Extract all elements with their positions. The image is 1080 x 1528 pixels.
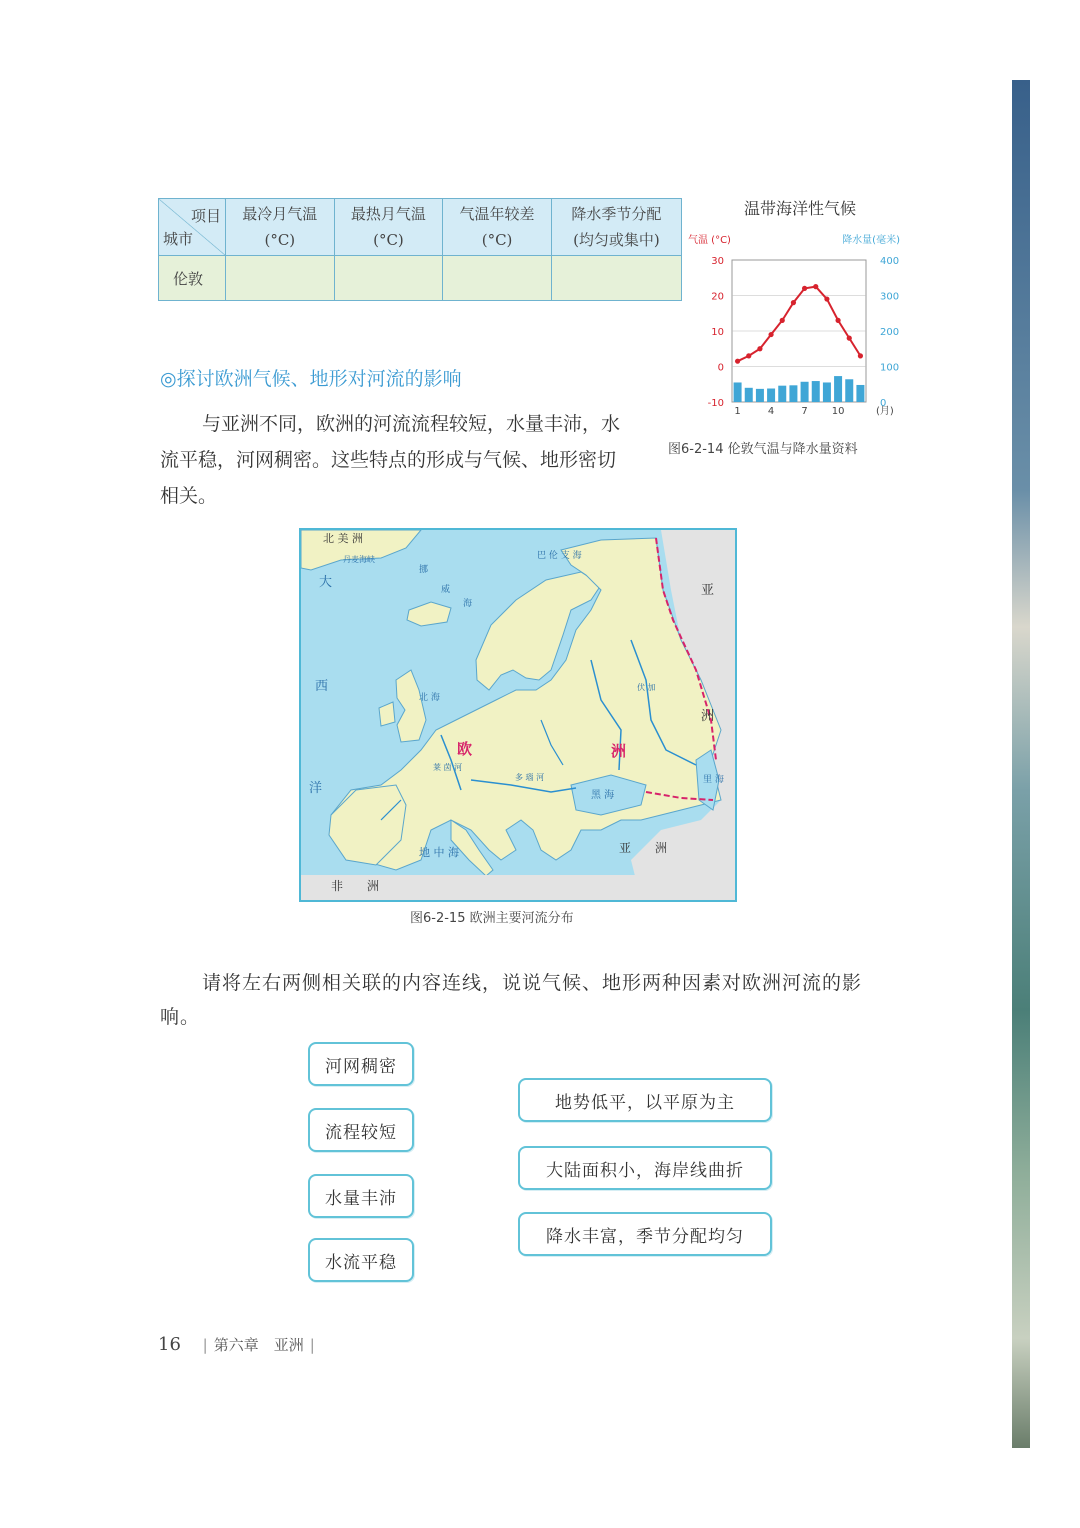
column-header-line1: 最热月气温 <box>350 205 426 223</box>
precip-bar <box>801 382 809 402</box>
month-tick-label: 1 <box>734 406 741 417</box>
column-header <box>443 199 552 256</box>
precip-bar <box>789 385 797 402</box>
precip-tick-label: 200 <box>880 327 900 338</box>
temp-tick-label: -10 <box>707 398 724 409</box>
precip-tick-label: 100 <box>880 362 900 374</box>
map-label-asia-1: 亚 <box>701 583 715 598</box>
climate-chart <box>686 228 906 423</box>
temp-tick-label: 10 <box>711 327 724 338</box>
corner-bottom-label: 城市 <box>163 230 194 248</box>
page-footer: 16 | 第六章 亚洲 | <box>158 1334 315 1355</box>
month-unit-label: (月) <box>876 406 894 417</box>
left-item-abundant-water[interactable]: 水量丰沛 <box>308 1174 414 1218</box>
column-header <box>551 199 681 256</box>
temperature-point <box>735 359 740 364</box>
month-tick-label: 4 <box>767 406 775 417</box>
temperature-point <box>835 318 840 323</box>
row-city-label: 伦敦 <box>159 256 226 301</box>
temp-axis-label: 气温 (°C) <box>688 235 731 246</box>
precip-bar <box>756 389 764 402</box>
precip-bar <box>823 382 831 402</box>
europe-river-map <box>299 528 737 902</box>
precip-axis-label: 降水量(毫米) <box>842 235 900 246</box>
temperature-point <box>824 296 829 301</box>
map-label-danube: 多 瑙 河 <box>515 773 545 782</box>
precip-bar <box>745 388 753 402</box>
month-tick-label: 10 <box>831 406 845 417</box>
column-header-line2: (°C) <box>264 231 296 249</box>
temperature-point <box>780 318 785 323</box>
map-label-norwegian-2: 威 <box>441 585 451 595</box>
precip-bar <box>812 381 820 402</box>
table-row <box>159 256 682 301</box>
table-cell[interactable] <box>443 256 552 301</box>
page-number: 16 <box>158 1334 181 1355</box>
map-label-black-sea: 黑 海 <box>591 790 615 801</box>
right-item-even-rainfall[interactable]: 降水丰富，季节分配均匀 <box>518 1212 772 1256</box>
map-label-asia-2: 洲 <box>701 709 715 724</box>
map-label-volga: 伏 加 <box>637 683 656 692</box>
map-graphic <box>301 530 735 900</box>
column-header-line2: (均匀或集中) <box>573 231 660 249</box>
edge-photo-strip <box>1012 80 1030 1448</box>
map-label-north-america: 北 美 洲 <box>323 532 363 545</box>
map-label-norwegian-1: 挪 <box>419 565 429 575</box>
column-header-line1: 最冷月气温 <box>242 205 318 223</box>
temp-tick-label: 30 <box>711 256 724 267</box>
temperature-point <box>768 332 773 337</box>
section-paragraph: 与亚洲不同，欧洲的河流流程较短，水量丰沛，水流平稳，河网稠密。这些特点的形成与气候、地形密切相关。 <box>160 413 621 507</box>
climate-table <box>158 198 682 301</box>
precip-tick-label: 0 <box>880 398 887 409</box>
map-label-atlantic-3: 洋 <box>309 781 323 796</box>
temperature-point <box>847 336 852 341</box>
chart-caption: 图6-2-14 伦敦气温与降水量资料 <box>668 442 858 457</box>
chapter-label: 第六章 亚洲 <box>213 1336 304 1354</box>
precip-bar <box>767 389 775 402</box>
temperature-point <box>813 284 818 289</box>
chart-title: 温带海洋性气候 <box>743 199 856 218</box>
map-label-mediterranean: 地 中 海 <box>419 846 459 859</box>
map-label-asia-south: 亚 洲 <box>619 841 668 855</box>
table-cell[interactable] <box>551 256 681 301</box>
table-cell[interactable] <box>226 256 335 301</box>
corner-top-label: 项目 <box>190 207 221 225</box>
precip-bar <box>856 385 864 402</box>
map-label-atlantic-2: 西 <box>315 679 329 694</box>
table-header-row <box>159 199 682 256</box>
precip-bar <box>845 379 853 402</box>
right-item-small-continent[interactable]: 大陆面积小，海岸线曲折 <box>518 1146 772 1190</box>
temperature-point <box>791 300 796 305</box>
table-corner-cell <box>159 199 226 256</box>
precip-tick-label: 400 <box>880 256 900 267</box>
temperature-point <box>858 353 863 358</box>
map-label-europe-1: 欧 <box>457 740 473 758</box>
precip-bar <box>778 386 786 402</box>
map-label-north-sea: 北 海 <box>419 693 440 703</box>
temperature-point <box>802 286 807 291</box>
temperature-point <box>757 346 762 351</box>
map-label-europe-2: 洲 <box>611 742 627 760</box>
precip-tick-label: 300 <box>880 291 900 303</box>
table-cell[interactable] <box>334 256 443 301</box>
map-caption: 图6-2-15 欧洲主要河流分布 <box>410 911 574 926</box>
activity-prompt: 请将左右两侧相关联的内容连线，说说气候、地形两种因素对欧洲河流的影响。 <box>160 972 863 1028</box>
map-label-caspian: 里 海 <box>703 775 724 785</box>
precip-bar <box>734 382 742 402</box>
map-label-africa: 非 洲 <box>331 879 380 893</box>
section-heading: ◎探讨欧洲气候、地形对河流的影响 <box>160 368 462 390</box>
column-header-line1: 降水季节分配 <box>571 205 662 223</box>
map-label-norwegian-3: 海 <box>463 599 473 609</box>
temp-tick-label: 0 <box>717 362 724 374</box>
column-header-line2: (°C) <box>481 231 513 249</box>
column-header-line2: (°C) <box>373 231 404 249</box>
column-header <box>334 199 443 256</box>
map-label-atlantic-1: 大 <box>319 575 333 590</box>
left-item-dense-network[interactable]: 河网稠密 <box>308 1042 414 1086</box>
map-label-rhine: 莱 茵 河 <box>433 763 463 772</box>
temp-tick-label: 20 <box>711 291 724 303</box>
temperature-line <box>738 287 861 362</box>
right-item-flat-terrain[interactable]: 地势低平，以平原为主 <box>518 1078 772 1122</box>
column-header-line1: 气温年较差 <box>459 205 535 223</box>
temperature-point <box>746 353 751 358</box>
map-label-barents-sea: 巴 伦 支 海 <box>537 551 582 561</box>
month-tick-label: 7 <box>801 406 808 417</box>
column-header <box>226 199 335 256</box>
map-label-denmark-strait: 丹麦海峡 <box>343 555 375 564</box>
precip-bar <box>834 376 842 402</box>
left-item-steady-flow[interactable]: 水流平稳 <box>308 1238 414 1282</box>
left-item-short-course[interactable]: 流程较短 <box>308 1108 414 1152</box>
